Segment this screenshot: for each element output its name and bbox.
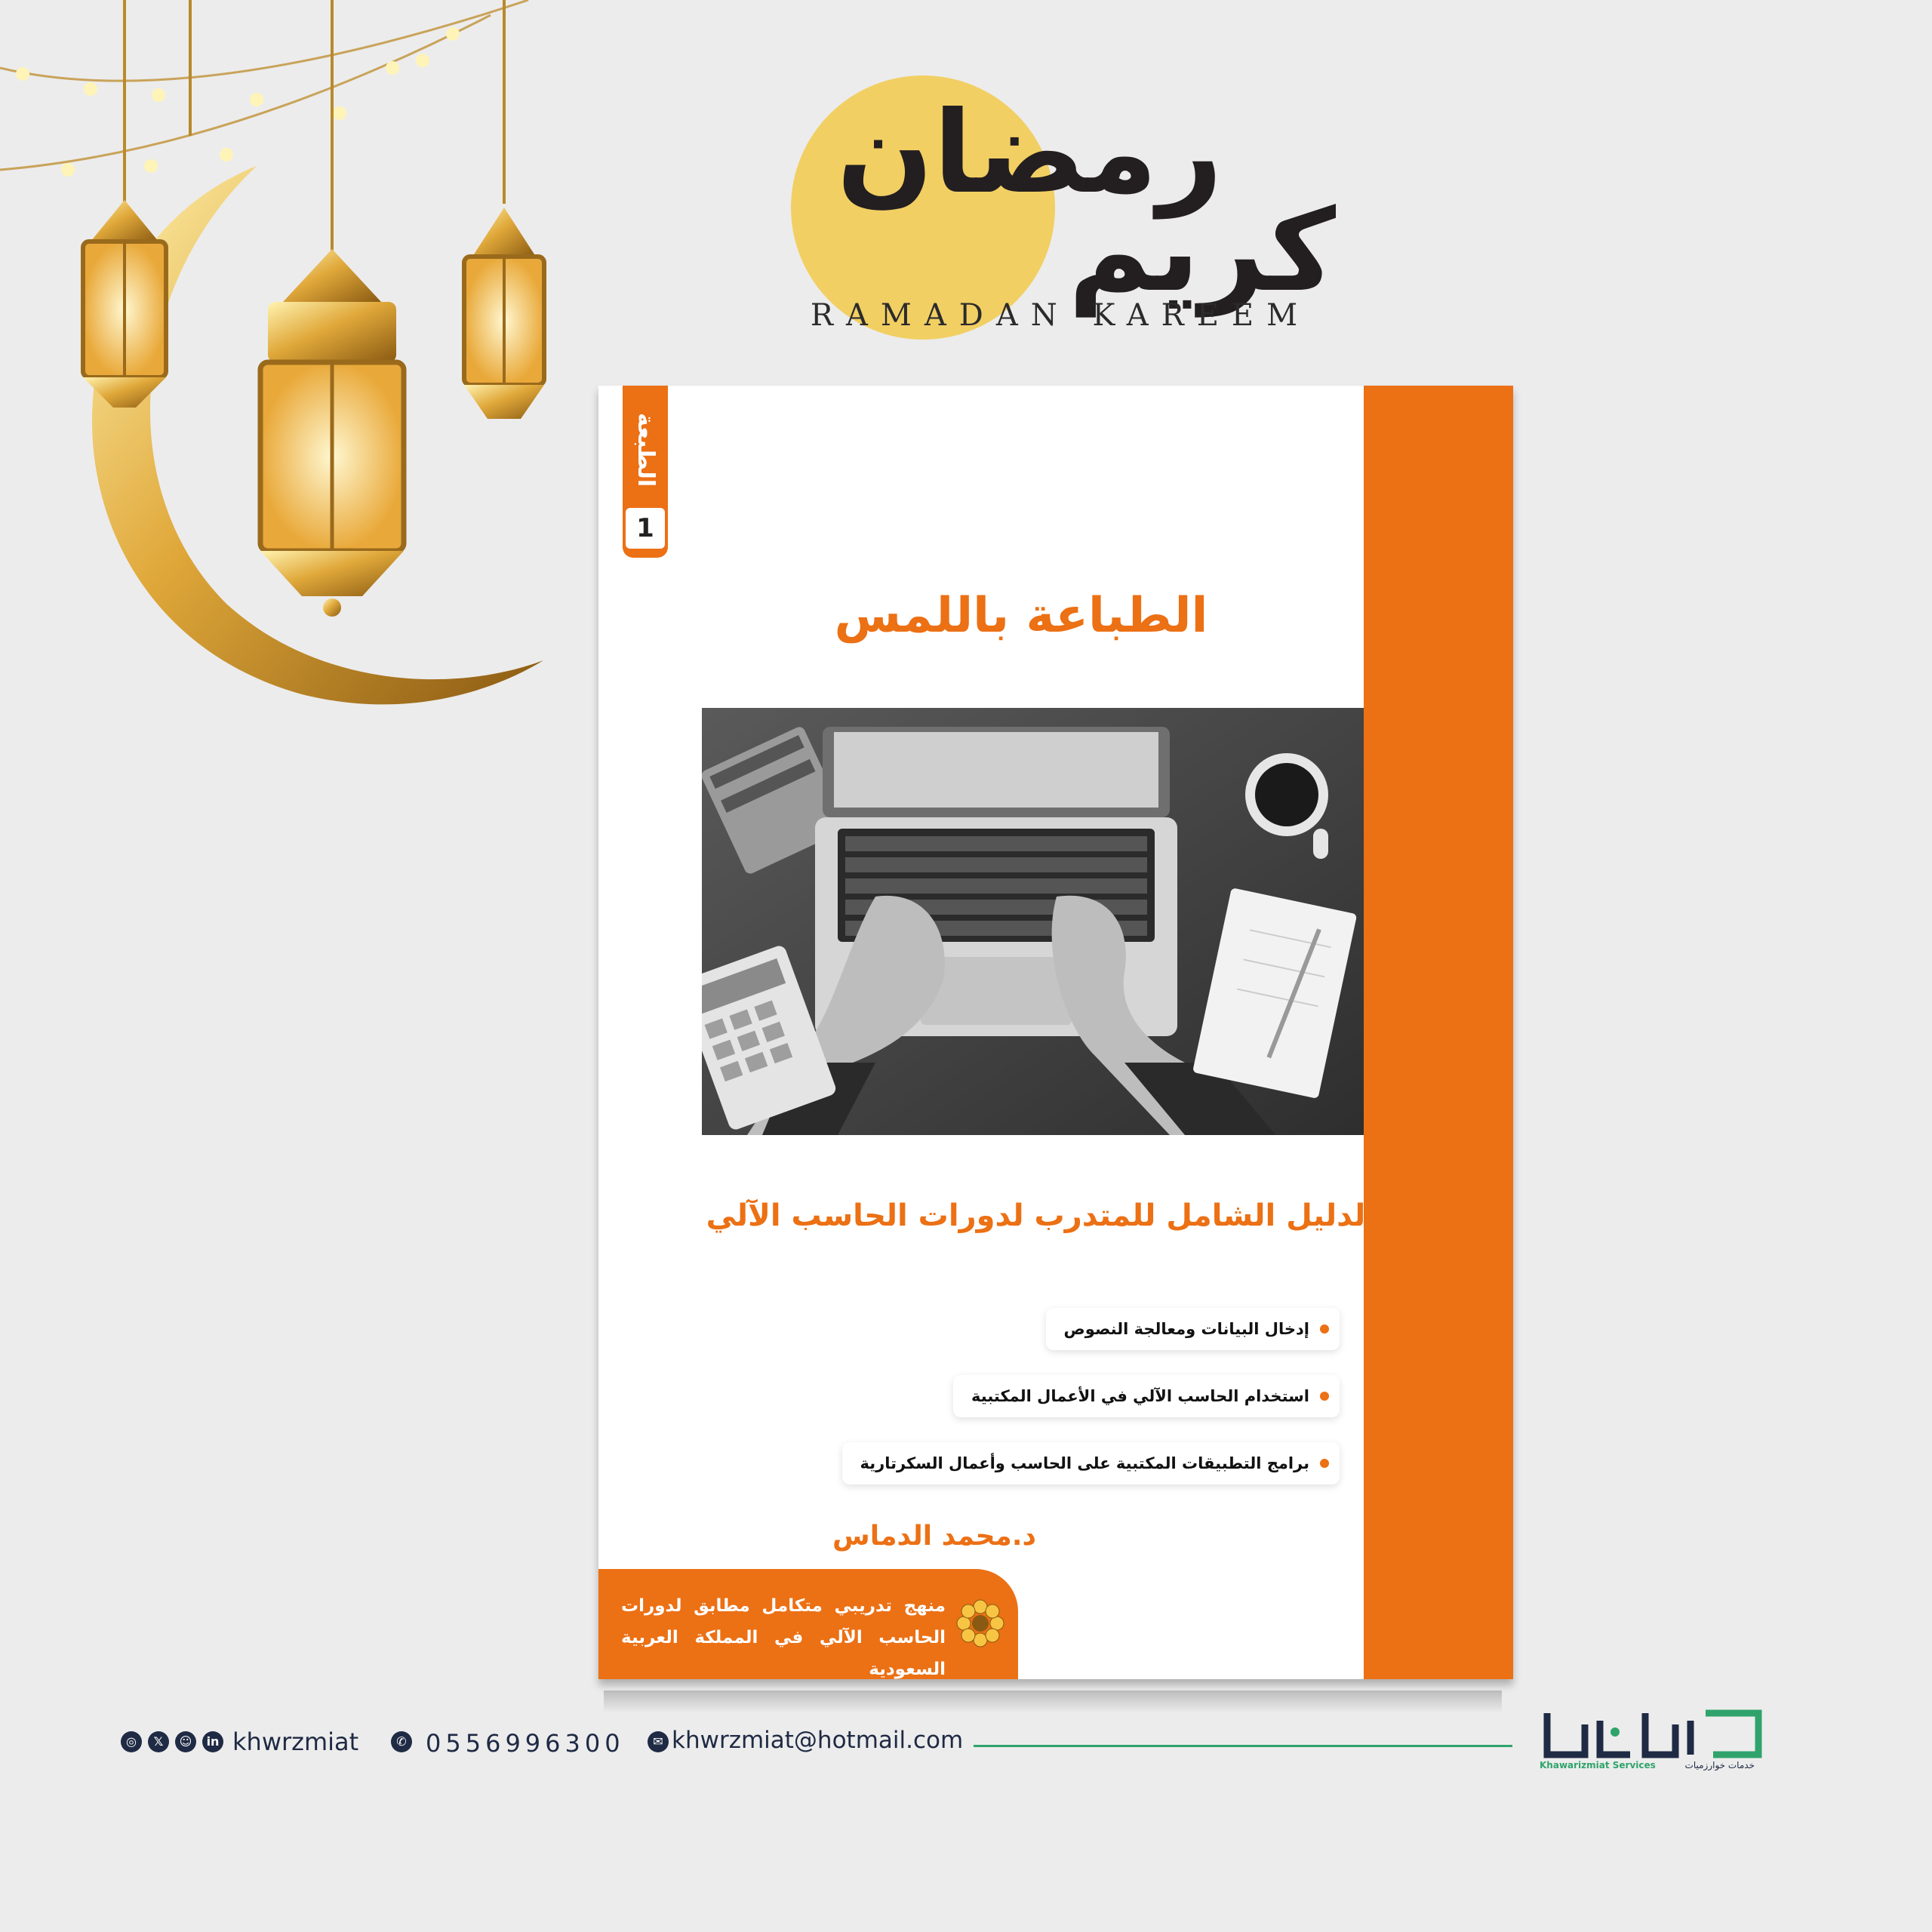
social-handle[interactable]: khwrzmiat	[232, 1727, 359, 1756]
bullet-icon	[1320, 1459, 1329, 1468]
calligraphy-word-ramadan: رمضان	[836, 88, 1223, 219]
topic-item	[842, 1442, 1340, 1484]
logo-english-name: Khawarizmiat Services	[1540, 1760, 1656, 1770]
topic-label: استخدام الحاسب الآلي في الأعمال المكتبية	[971, 1387, 1309, 1405]
laptop-typing-photo	[702, 708, 1364, 1135]
bullet-icon	[1320, 1324, 1329, 1334]
footer-divider	[974, 1745, 1512, 1747]
instagram-icon[interactable]: ◎	[121, 1731, 142, 1752]
phone-number[interactable]: 0556996300	[426, 1729, 625, 1758]
author-name: د.محمد الدماس	[832, 1521, 1036, 1552]
topic-item	[1046, 1308, 1340, 1350]
topic-item	[953, 1375, 1340, 1417]
bullet-icon	[1320, 1392, 1329, 1401]
email-icon: ✉	[648, 1731, 669, 1752]
email-address[interactable]: khwrzmiat@hotmail.com	[672, 1727, 964, 1754]
curriculum-panel	[598, 1569, 1018, 1679]
phone-icon: ✆	[391, 1731, 412, 1752]
khawarizmiat-logo	[1540, 1706, 1766, 1789]
book-shadow	[604, 1690, 1502, 1713]
linkedin-icon[interactable]: in	[202, 1731, 223, 1752]
book-subtitle: الدليل الشامل للمتدرب لدورات الحاسب الآلي	[706, 1198, 1376, 1233]
crescent-lanterns-decoration	[0, 0, 574, 755]
x-twitter-icon[interactable]: 𝕏	[148, 1731, 169, 1752]
book-cover	[598, 386, 1513, 1679]
topic-label: إدخال البيانات ومعالجة النصوص	[1063, 1320, 1309, 1338]
edition-label: الطبعة	[632, 412, 659, 488]
calligraphy-word-kareem: كريم	[1068, 186, 1336, 317]
curriculum-description: منهج تدريبي متكامل مطابق لدورات الحاسب الآلي في المملكة العربية السعودية	[621, 1596, 946, 1679]
edition-tab	[623, 386, 668, 558]
ramadan-kareem-latin: RAMADAN KAREEM	[810, 298, 1311, 333]
book-spine	[1364, 386, 1513, 1679]
saudi-vision-flower-icon	[953, 1596, 1008, 1651]
edition-number: 1	[626, 508, 665, 549]
book-title: الطباعة باللمس	[834, 588, 1208, 644]
snapchat-icon[interactable]: ☺	[175, 1731, 196, 1752]
topic-label: برامج التطبيقات المكتبية على الحاسب وأعمال السكرتارية	[860, 1454, 1309, 1472]
logo-arabic-name: خدمات خوارزميات	[1684, 1760, 1755, 1770]
